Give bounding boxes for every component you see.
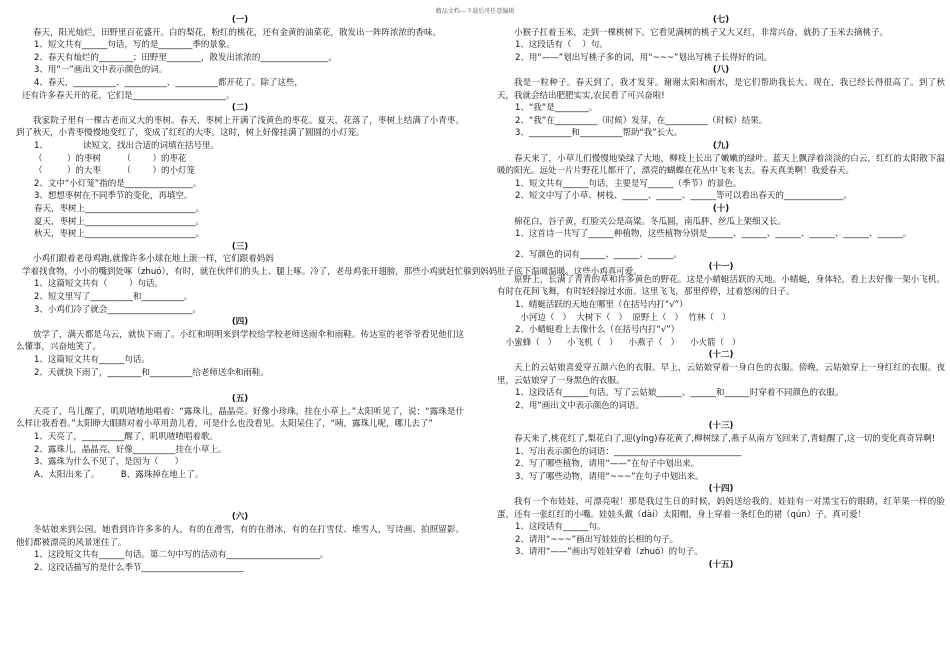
question: 春天，枣树上__________________________。 [34, 203, 205, 214]
section-title: (二) [231, 103, 249, 114]
question: 3、请用“——”画出写娃娃穿着（zhuó）的句子。 [515, 547, 703, 558]
question: 1、这篇短文共有（ ）句话。 [34, 279, 164, 290]
section-title: (十四) [708, 484, 734, 495]
passage: 放学了，满天都是乌云，就快下雨了。小红和明明来到学校给学校老师送雨伞和雨鞋。传达室的老爷爷看见他们这么懂事，兴奋地笑了。 [16, 329, 464, 353]
question: 还有许多春天开的花，它们是______________________。 [22, 90, 235, 101]
question: 学着找食物，小小的嘴到处啄（zhuó），有时，就在伙伴们的头上、腿上啄。冷了，老母鸡张开翅膀，那些小鸡就赶忙躲到妈妈肚子底下温暖温暖。这些小鸡真可爱。 [22, 266, 642, 277]
page-header: 精品文档---下载后可任意编辑 [435, 8, 515, 15]
section-title: (四) [231, 317, 249, 328]
section-title: (一) [231, 15, 249, 25]
question: 2、这段话描写的是什么季节________________________ [34, 562, 244, 573]
question: 1、这段话有（ ）句。 [515, 40, 608, 51]
section-title: (七) [712, 15, 730, 25]
passage: 冬姑娘来到公园。她看到许许多多的人，有的在滑雪，有的在滑冰，有的在打雪仗、堆雪人，写诗画、拍照留影。他们都被漂亮的风景迷住了。 [16, 524, 464, 548]
passage: 小鸡们跟着老母鸡跑,就像许多小球在地上滚一样，它们跟着妈妈 [33, 254, 274, 265]
question: 2、“我”在__________（时候）发芽，在__________（时候）结果。 [515, 115, 768, 126]
question: 3、露珠为什么不见了，是因为（ ） [34, 457, 184, 468]
question: 2、露珠儿，晶晶亮，好像__________挂在小草上。 [34, 444, 227, 455]
section-title: (三) [231, 241, 249, 252]
question: 4、春天，__________、__________、__________都开花了。除了这些， [34, 77, 303, 88]
question: 2、用“——”划出写桃子多的词，用“~~~”划出写桃子长得好的词。 [515, 52, 772, 63]
section-title: (十三) [708, 421, 734, 432]
question: 1、 读短文，找出合适的词填在括号里。 [34, 140, 220, 151]
question: 2、短文里写了__________和__________。 [34, 292, 193, 303]
passage: 天上的云姑娘喜爱穿五颜六色的衣服。早上，云姑娘穿着一身白色的衣服。傍晚，云姑娘穿上一身红红的衣服。夜里，云姑娘穿了一身黑色的衣服。 [497, 363, 945, 386]
question: 夏天，枣树上__________________________。 [34, 216, 205, 227]
question: 1、这篇短文共有______句话。 [34, 355, 150, 366]
right-column [497, 14, 945, 572]
section-title: (六) [231, 512, 249, 523]
section-title: (九) [712, 140, 730, 151]
question: 3、写了哪些动物，请用“~~~”在句子中划出来。 [515, 471, 704, 482]
question: 2、文中“小灯笼”指的是________________。 [34, 178, 202, 189]
question: 1、“我”是________。 [515, 103, 598, 114]
section-title: (十五) [708, 559, 734, 570]
question: 3、用“一”画出文中表示颜色的词。 [34, 65, 168, 76]
passage: 春天来了,桃花红了,梨花白了,迎(yíng)春花黄了,柳树绿了,燕子从南方飞回来了,青蛙醒了,这一切的变化真奇异啊! [514, 434, 936, 444]
question: （ ）的枣树 （ ）的枣花 [34, 153, 187, 164]
passage: 小猴子扛着玉米，走到一棵桃树下。它看见满树的桃子又大又红，非常兴奋，就扔了玉米去摘桃子。 [514, 27, 889, 38]
passage: 春天来了，小草儿们慢慢地染绿了大地，柳枝上长出了嫩嫩的绿叶。蓝天上飘浮着淡淡的白云，红红的太阳散下温暖的阳光。远处一片片野花儿都开了，漂亮的蝴蝶在花丛中飞来飞去。春天真美啊！我爱春天。 [497, 153, 945, 177]
question: 2、春天有灿烂的________；田野里________，散发出浓浓的________________。 [34, 52, 337, 63]
section-title: (十) [712, 203, 730, 214]
question: 1、这段话有______句。 [515, 522, 606, 533]
question: 1、短文共有______句话，主要是写______（季节）的景色。 [515, 178, 742, 189]
question: 1、天亮了，__________醒了，叽叽喳喳唱着歌。 [34, 432, 218, 442]
spacer [16, 379, 464, 393]
question: 2、写颜色的词有______、______、______。 [515, 249, 682, 260]
spacer [497, 412, 945, 420]
passage: 春天，阳光灿烂，田野里百花盛开。白的梨花，粉红的桃花，还有金黄的油菜花，散发出一阵阵浓浓的香味。 [33, 27, 442, 38]
question: 小蜜蜂（ ） 小飞机（ ） 小燕子（ ） 小火箭（ ） [503, 337, 741, 348]
passage: 我家院子里有一棵古老而又大的枣树。春天，枣树上开满了浅黄色的枣花。夏天，花落了，枣树上结满了小青枣。到了秋天，小青枣慢慢地变红了，变成了红红的大枣。这时，树上好像挂满了圆圆的小灯笼。 [16, 115, 464, 139]
question: 2、小蜻蜓看上去像什么（在括号内打“√”） [515, 325, 680, 336]
question: 1、这段话有______句话。写了云姑娘______、______和______时穿着不同颜色的衣服。 [515, 388, 844, 399]
question: 1、短文共有______句话，写的是________季的景象。 [34, 40, 235, 51]
question: 2、写了哪些植物，请用“——”在句子中划出来。 [515, 459, 700, 470]
question: 1、这段短文共有______句话。第二句中写的活动有______________________。 [34, 550, 329, 561]
passage: 天亮了，鸟儿醒了，叽叽喳喳地唱着：“露珠儿，晶晶亮。好像小珍珠，挂在小草上。”太阳听见了，说：“露珠是什么样让我看看。”太阳睁大眼睛对着小草用劲儿看，可是什么也没看见。太阳呆住了，“咦，露珠儿呢，哪儿去了” [16, 406, 464, 430]
question: A、太阳出来了。 B、露珠掉在地上了。 [34, 469, 204, 480]
passage: 我有一个布娃娃，可漂亮啦！那是我过生日的时候，妈妈送给我的。娃娃有一对黑宝石的眼睛，红苹果一样的脸蛋，还有一张红红的小嘴。娃娃头戴（dài）太阳帽，身上穿着一条红色的裙（qún）子。真可爱！ [497, 496, 945, 520]
question: 3、__________和__________帮助“我”长大。 [515, 128, 683, 139]
spacer [497, 241, 945, 249]
question: 2、用“画出文中表示颜色的词语。 [515, 400, 644, 411]
question: 秋天，枣树上__________________________。 [34, 229, 205, 240]
section-title: (十二) [708, 350, 734, 361]
passage: 棉花白，谷子黄，红脸关公是高粱。冬瓜圆，南瓜胖，丝瓜上架细又长。 [514, 216, 787, 227]
question: 3、想想枣树在不同季节的变化，再填空。 [34, 191, 193, 202]
question: （ ）的大枣 （ ）的小灯笼 [34, 166, 196, 177]
section-title: (五) [231, 394, 249, 405]
passage: 原野上，长满了青青的草和许多黄色的野花。这是小蜻蜓活跃的天地。小蜻蜓，身体轻，看上去好像一架小飞机。有时在花间飞舞，有时轻轻掠过水面。这里飞飞，那里停停，过着悠闲的日子。 [497, 274, 945, 298]
question: 1、这首诗一共写了______种植物，这些植物分别是______、______、______、______、______、______。 [515, 229, 912, 240]
section-title: (十一) [708, 262, 734, 273]
passage: 我是一粒种子。春天到了，我才发芽。谢谢太阳和雨水，是它们帮助我长大。现在，我已经长得很高了。到了秋天，我就会结出肥肥实实,农民看了可兴奋啦! [497, 77, 945, 101]
question: 2、天就快下雨了，________和__________给老师送伞和雨鞋。 [34, 367, 269, 378]
spacer [16, 481, 464, 511]
question: 3、小鸡们冷了就会____________________。 [34, 304, 201, 315]
question: 2、请用“~~~”画出写娃娃的长相的句子。 [515, 534, 679, 545]
question: 2、短文中写了小草、树枝、______、______、______等可以看出春天的______________。 [515, 191, 852, 202]
question: 1、写出表示颜色的词语：______________________________ [515, 446, 742, 457]
question: 1、蜻蜓活跃的天地在哪里（在括号内打“√”） [515, 300, 688, 311]
section-title: (八) [712, 65, 730, 76]
question: 小河边（ ） 大树下（ ） 原野上（ ） 竹林（ ） [515, 312, 731, 323]
